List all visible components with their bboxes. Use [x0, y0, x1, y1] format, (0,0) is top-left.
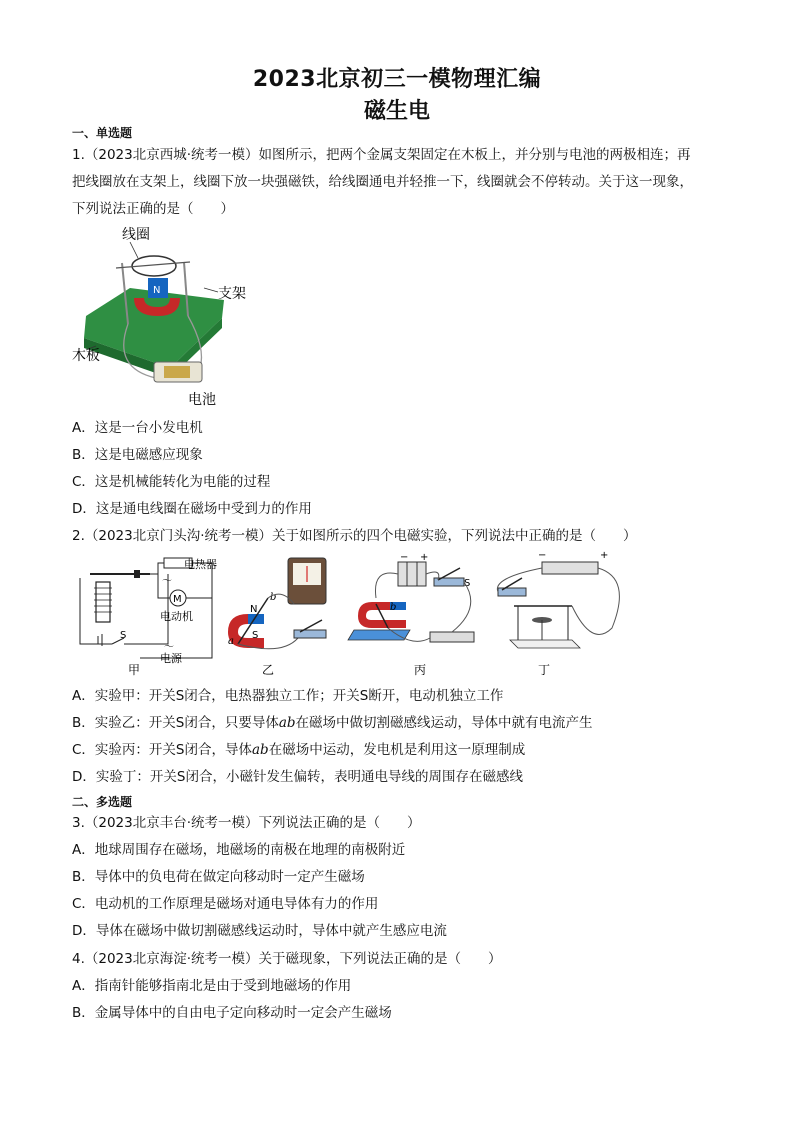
experiment-ding — [497, 550, 619, 677]
bing-plus: + — [420, 552, 429, 563]
q2-option-d: D．实验丁：开关S闭合，小磁针发生偏转，表明通电导线的周围存在磁感线 — [72, 769, 523, 785]
ding-minus: − — [538, 550, 547, 561]
experiment-yi — [228, 558, 326, 677]
q2-figure-four-experiments — [72, 548, 632, 678]
yi-b-label: b — [270, 592, 277, 603]
q3-option-c: C．电动机的工作原理是磁场对通电导体有力的作用 — [72, 896, 379, 912]
document-title: 2023北京初三一模物理汇编 — [252, 67, 542, 92]
q4-stem: 4.（2023北京海淀·统考一模）关于磁现象，下列说法正确的是（ ） — [72, 951, 502, 967]
experiment-bing — [348, 552, 474, 677]
q1-figure-coil-motor — [72, 218, 272, 410]
jia-ac-source: ～ — [164, 642, 174, 653]
q1-option-c: C．这是机械能转化为电能的过程 — [72, 474, 271, 490]
q3-option-b: B．导体中的负电荷在做定向移动时一定产生磁场 — [72, 869, 365, 885]
bing-b-label: b — [390, 602, 397, 613]
label-ding: 丁 — [538, 663, 551, 677]
q2-option-c: C．实验丙：开关S闭合，导体ab在磁场中运动，发电机是利用这一原理制成 — [72, 742, 526, 758]
q4-option-a: A．指南针能够指南北是由于受到地磁场的作用 — [72, 978, 352, 994]
q1-option-d: D．这是通电线圈在磁场中受到力的作用 — [72, 501, 312, 517]
jia-motor-label: 电动机 — [160, 610, 193, 623]
yi-a-label: a — [228, 636, 234, 647]
label-yi: 乙 — [262, 663, 275, 677]
yi-s-label: S — [252, 630, 259, 641]
bing-rheostat — [430, 632, 474, 642]
q1-option-a: A．这是一台小发电机 — [72, 420, 203, 436]
q3-option-d: D．导体在磁场中做切割磁感线运动时，导体中就产生感应电流 — [72, 923, 447, 939]
document-subtitle: 磁生电 — [363, 99, 430, 124]
bing-s-label: S — [464, 578, 471, 589]
yi-switch — [294, 630, 326, 638]
bing-battery — [398, 562, 426, 586]
label-coil: 线圈 — [122, 227, 150, 243]
q2-option-b: B．实验乙：开关S闭合，只要导体ab在磁场中做切割磁感线运动，导体中就有电流产生 — [72, 715, 593, 731]
label-jia: 甲 — [128, 663, 141, 677]
q1-stem-line1: 1.（2023北京西城·统考一模）如图所示，把两个金属支架固定在木板上，并分别与电池的两极相连；再 — [72, 147, 691, 163]
magnet-n-label: N — [153, 285, 161, 296]
label-bing: 丙 — [414, 663, 427, 677]
jia-switch-label: S — [120, 630, 127, 641]
jia-heater-label: 电热器 — [184, 558, 217, 571]
q3-option-a: A．地球周围存在磁场，地磁场的南极在地理的南极附近 — [72, 842, 406, 858]
q2-option-a: A．实验甲：开关S闭合，电热器独立工作；开关S断开，电动机独立工作 — [72, 688, 504, 704]
wooden-board — [84, 288, 224, 368]
jia-ac-symbol: ～ — [162, 576, 172, 587]
motor-m-label: M — [173, 594, 182, 605]
q1-option-b: B．这是电磁感应现象 — [72, 447, 203, 463]
q1-stem-line3: 下列说法正确的是（ ） — [72, 201, 234, 217]
q2-stem: 2.（2023北京门头沟·统考一模）关于如图所示的四个电磁实验，下列说法中正确的是（ ） — [72, 528, 637, 544]
label-bracket: 支架 — [218, 286, 246, 302]
experiment-jia — [80, 557, 217, 677]
section-single-choice: 一、单选题 — [72, 126, 133, 140]
q3-stem: 3.（2023北京丰台·统考一模）下列说法正确的是（ ） — [72, 815, 421, 831]
q4-option-b: B．金属导体中的自由电子定向移动时一定会产生磁场 — [72, 1005, 392, 1021]
label-battery: 电池 — [188, 392, 216, 408]
label-board: 木板 — [72, 348, 100, 364]
section-multiple-choice: 二、多选题 — [72, 795, 133, 809]
q1-stem-line2: 把线圈放在支架上，线圈下放一块强磁铁，给线圈通电并轻推一下，线圈就会不停转动。关于这一现象， — [72, 174, 693, 190]
jia-power-label: 电源 — [160, 652, 182, 665]
yi-n-label: N — [250, 604, 258, 615]
bing-minus: − — [400, 552, 409, 563]
ding-battery — [542, 562, 598, 574]
ding-plus: + — [600, 550, 609, 561]
